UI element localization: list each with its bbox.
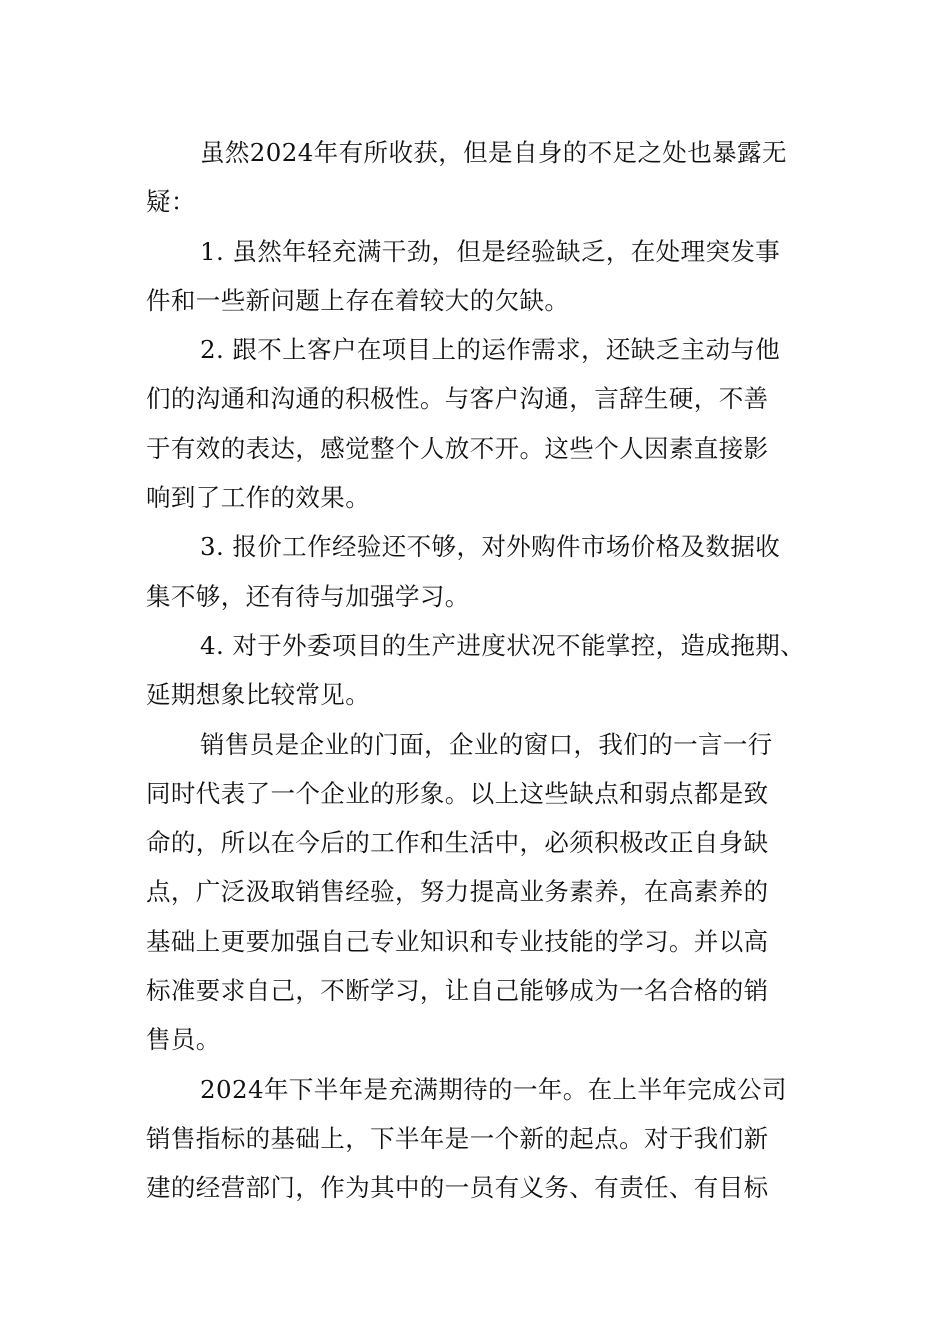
text-line: 于有效的表达，感觉整个人放不开。这些个人因素直接影	[146, 433, 769, 463]
text-line: 点，广泛汲取销售经验，努力提高业务素养，在高素养的	[146, 877, 769, 907]
document-body	[146, 128, 816, 1213]
text-line: 标准要求自己，不断学习，让自己能够成为一名合格的销	[146, 976, 769, 1006]
text-line: 建的经营部门，作为其中的一员有义务、有责任、有目标	[146, 1173, 769, 1203]
text-line: 延期想象比较常见。	[146, 680, 371, 710]
paragraph-item-2	[146, 325, 816, 522]
text-line: 3. 报价工作经验还不够，对外购件市场价格及数据收	[200, 532, 781, 562]
text-line: 疑：	[146, 187, 196, 217]
text-line: 基础上更要加强自己专业知识和专业技能的学习。并以高	[146, 926, 769, 956]
paragraph-shortcomings-intro	[146, 128, 816, 227]
text-line: 虽然2024年有所收获，但是自身的不足之处也暴露无	[200, 138, 787, 167]
text-line: 同时代表了一个企业的形象。以上这些缺点和弱点都是致	[146, 778, 769, 808]
paragraph-second-half-outlook	[146, 1065, 816, 1213]
text-line: 响到了工作的效果。	[146, 483, 371, 513]
text-line: 们的沟通和沟通的积极性。与客户沟通，言辞生硬，不善	[146, 384, 769, 414]
text-line: 售员。	[146, 1025, 221, 1055]
paragraph-item-3	[146, 522, 816, 621]
paragraph-salesperson-image	[146, 720, 816, 1065]
text-line: 销售指标的基础上，下半年是一个新的起点。对于我们新	[146, 1123, 769, 1153]
paragraph-item-4	[146, 621, 816, 720]
text-line: 件和一些新问题上存在着较大的欠缺。	[146, 285, 570, 315]
text-line: 命的，所以在今后的工作和生活中，必须积极改正自身缺	[146, 828, 769, 858]
text-line: 销售员是企业的门面，企业的窗口，我们的一言一行	[200, 729, 773, 759]
text-line: 2024年下半年是充满期待的一年。在上半年完成公司	[200, 1074, 787, 1104]
paragraph-item-1	[146, 227, 816, 326]
text-line: 集不够，还有待与加强学习。	[146, 581, 470, 611]
text-line: 2. 跟不上客户在项目上的运作需求，还缺乏主动与他	[200, 335, 781, 365]
text-line: 1. 虽然年轻充满干劲，但是经验缺乏，在处理突发事	[200, 236, 781, 266]
text-line: 4. 对于外委项目的生产进度状况不能掌控，造成拖期、	[200, 630, 806, 660]
